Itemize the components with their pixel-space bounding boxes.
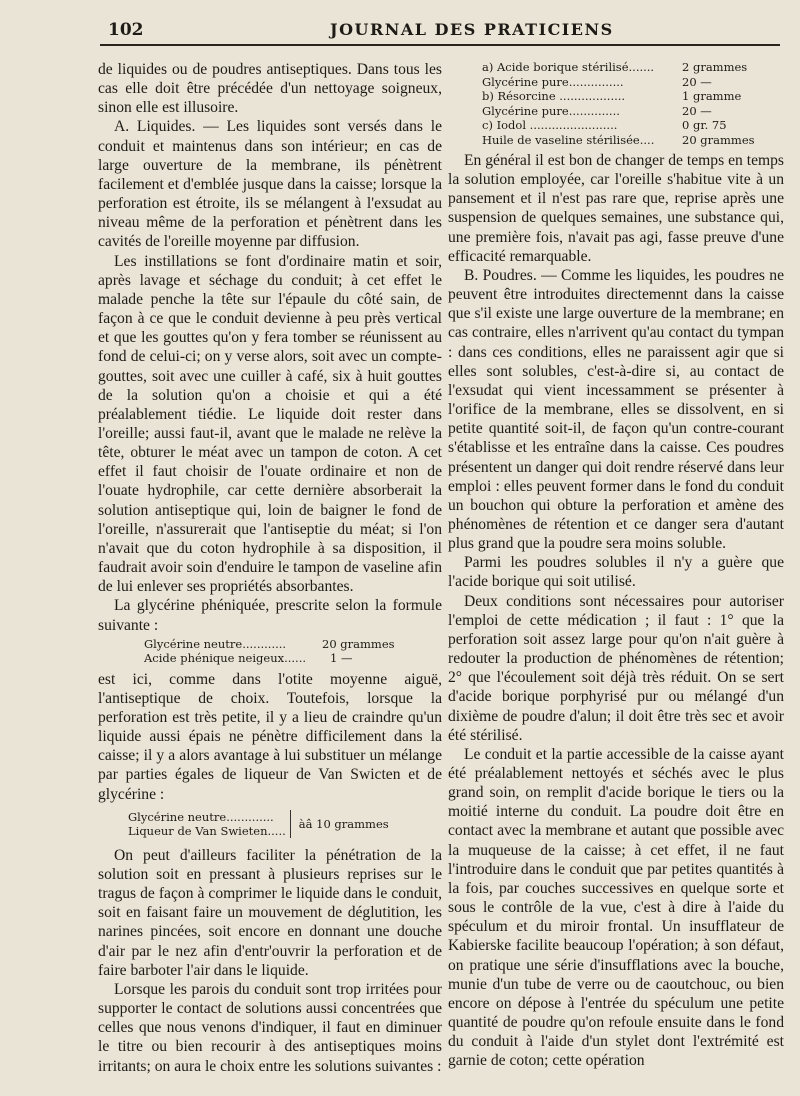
formula-label: Glycérine pure............... bbox=[482, 74, 624, 89]
formula-value: 0 gr. 75 bbox=[682, 118, 727, 132]
running-title: JOURNAL DES PRATICIENS bbox=[330, 20, 614, 39]
right-column bbox=[448, 60, 784, 1071]
left-paragraph-2: A. Liquides. — Les liquides sont versés dans le conduit et maintenus dans son intérieur; en cas de large ouverture de la membrane, ils pénètrent facilement et d'emblée jusque dans la caisse; lorsque la perforation est étroite, ils se mélangent à l'exsudat au niveau même de la perforation et pénètrent dans les cavités de l'oreille moyenne par diffusion. bbox=[98, 118, 442, 251]
left-column bbox=[98, 60, 442, 1076]
formula-value: 1 gramme bbox=[682, 89, 742, 103]
right-paragraph-5: Le conduit et la partie accessible de la caisse ayant été préalablement nettoyés et séchés avec le plus grand soin, on remplit d'acide borique le tiers ou la moitié interne du conduit. La poudre doit être en contact avec la membrane et autant que possible avec la muqueuse de la caisse; à cet effet, il ne faut l'introduire dans le conduit que par petites quantités à la fois, par couches successives en quelque sorte et sous le contrôle de la vue, c'est à dire à l'aide du spéculum et du miroir frontal. Un insufflateur de Kabierske facilite beaucoup l'opération; à son défaut, on pratique une série d'insufflations avec la bouche, munie d'un tube de verre ou de caoutchouc, ou bien encore on dépose à l'entrée du spéculum une petite quantité de poudre qu'on refoule ensuite dans le fond du conduit à l'aide d'un stylet dont l'extrémité est garnie de coton; cette opération bbox=[448, 745, 784, 1070]
formula-line: Liqueur de Van Swieten..... bbox=[128, 823, 286, 838]
page-number: 102 bbox=[108, 20, 144, 40]
formula-value: 2 grammes bbox=[682, 60, 748, 74]
formula-glycerine-phenique bbox=[98, 637, 442, 666]
right-paragraph-1: En général il est bon de changer de temps en temps la solution employée, car l'oreille s'habitue vite à un pansement et il n'est pas rare que, reprise après une suspension de quelques semaines, une substance qui, une première fois, n'avait pas agi, fasse preuve d'une efficacité remarquable. bbox=[448, 152, 784, 265]
header-rule bbox=[100, 44, 780, 46]
formula-van-swieten bbox=[128, 810, 442, 838]
left-paragraph-7: Lorsque les parois du conduit sont trop irritées pour supporter le contact de solutions aussi concentrées que celles que nous venons d'indiquer, il faut en diminuer le titre ou bien recourir à des antiseptiques moins irritants; on aura le choix entre les solutions suivantes : bbox=[98, 980, 442, 1075]
formula-row bbox=[144, 637, 442, 652]
left-paragraph-5: est ici, comme dans l'otite moyenne aiguë, l'antiseptique de choix. Toutefois, lorsque la perforation est très petite, il y a lieu de craindre qu'un liquide aussi épais ne pénètre difficilement dans la caisse; il y a alors avantage à lui substituer un mélange par parties égales de liqueur de Van Swicten et de glycérine : bbox=[98, 670, 442, 803]
formula-line: Glycérine neutre............. bbox=[128, 809, 274, 824]
formula-row bbox=[482, 75, 784, 90]
formula-row bbox=[482, 89, 784, 104]
formula-bracket bbox=[128, 810, 291, 838]
formula-row bbox=[144, 651, 442, 666]
formula-value: àâ 10 grammes bbox=[298, 816, 389, 831]
left-paragraph-6: On peut d'ailleurs faciliter la pénétration de la solution soit en pressant à plusieurs reprises sur le tragus de façon à comprimer le liquide dans le conduit, soit en faisant faire un mouvement de déglutition, les narines pincées, soit encore en donnant une douche d'air par le nez afin d'entr'ouvrir la perforation et de faire barboter l'air dans le liquide. bbox=[98, 846, 442, 979]
left-paragraph-4: La glycérine phéniquée, prescrite selon la formule suivante : bbox=[98, 597, 442, 634]
left-paragraph-3: Les instillations se font d'ordinaire matin et soir, après lavage et séchage du conduit; à cet effet le malade penche la tête sur l'épaule du côté sain, de façon à ce que le conduit devienne à peu près vertical et que les gouttes qu'on y fera tomber se réunissent au fond de celui-ci; on y verse alors, soit avec un compte-gouttes, soit avec une cuiller à café, six à huit gouttes de la solution qu'on a choisie et qui a été préalablement tiédie. Le liquide doit rester dans l'oreille; aussi faut-il, avant que le malade ne relève la tête, obturer le méat avec un tampon de coton. A cet effet il faut choisir de l'ouate ordinaire et non de l'ouate hydrophile, car cette dernière absorberait la solution antiseptique qui, loin de baigner le fond de l'oreille, n'assurerait que l'antiseptie du méat; si l'on n'avait que du coton hydrophile à sa disposition, il faudrait avoir soin d'enduire le tampon de vaseline afin de lui enlever ses propriétés absorbantes. bbox=[98, 252, 442, 596]
formula-row bbox=[482, 118, 784, 133]
page-header bbox=[0, 16, 800, 44]
formula-label: Glycérine neutre............ bbox=[144, 636, 287, 651]
formula-row bbox=[482, 104, 784, 119]
formula-label: a) Acide borique stérilisé....... bbox=[482, 60, 655, 74]
formula-solutions bbox=[448, 60, 784, 147]
formula-value: 20 — bbox=[682, 103, 712, 118]
formula-label: Acide phénique neigeux...... bbox=[144, 651, 307, 666]
left-paragraph-1: de liquides ou de poudres antiseptiques. Dans tous les cas elle doit être précédée d'un nettoyage soigneux, sinon elle est illusoire. bbox=[98, 61, 442, 117]
right-paragraph-4: Deux conditions sont nécessaires pour autoriser l'emploi de cette médication ; il faut : 1° que la perforation soit assez large pour qu'on n'ait guère à redouter la production de phénomènes de rétention; 2° que l'écoulement soit déjà très réduit. On se sert d'acide borique porphyrisé pur ou mélangé d'un dixième de poudre d'alun; il doit être très sec et avoir été stérilisé. bbox=[448, 592, 784, 744]
formula-row bbox=[482, 133, 784, 148]
formula-value: 20 — bbox=[682, 74, 712, 89]
formula-label: c) Iodol ........................ bbox=[482, 118, 618, 132]
formula-value: 20 grammes bbox=[322, 636, 395, 651]
right-paragraph-2: B. Poudres. — Comme les liquides, les poudres ne peuvent être introduites directemennt dans la caisse que s'il existe une large ouverture de la membrane; en cas contraire, elles n'arrivent qu'au contact du tympan : dans ces conditions, elles ne paraissent agir que si elles sont solubles, c'est-à-dire si, au contact de l'exsudat qui vient incessamment se présenter à l'orifice de la membrane, elles se dissolvent, en si petite quantité soit-il, de façon qu'un contre-courant s'établisse et les entraîne dans la caisse. Ces poudres présentent un danger qui doit rendre réservé dans leur emploi : elles peuvent former dans le fond du conduit un bouchon qui obture la perforation et amène des phénomènes de rétention et ce danger sera d'autant plus grand que la poudre sera moins soluble. bbox=[448, 266, 784, 553]
formula-label: Huile de vaseline stérilisée.... bbox=[482, 132, 655, 147]
formula-row bbox=[482, 60, 784, 75]
formula-value: 20 grammes bbox=[682, 132, 755, 147]
formula-value: 1 — bbox=[330, 651, 353, 666]
formula-label: Glycérine pure.............. bbox=[482, 103, 620, 118]
formula-label: b) Résorcine .................. bbox=[482, 89, 626, 103]
right-paragraph-3: Parmi les poudres solubles il n'y a guère que l'acide borique qui soit utilisé. bbox=[448, 554, 784, 591]
